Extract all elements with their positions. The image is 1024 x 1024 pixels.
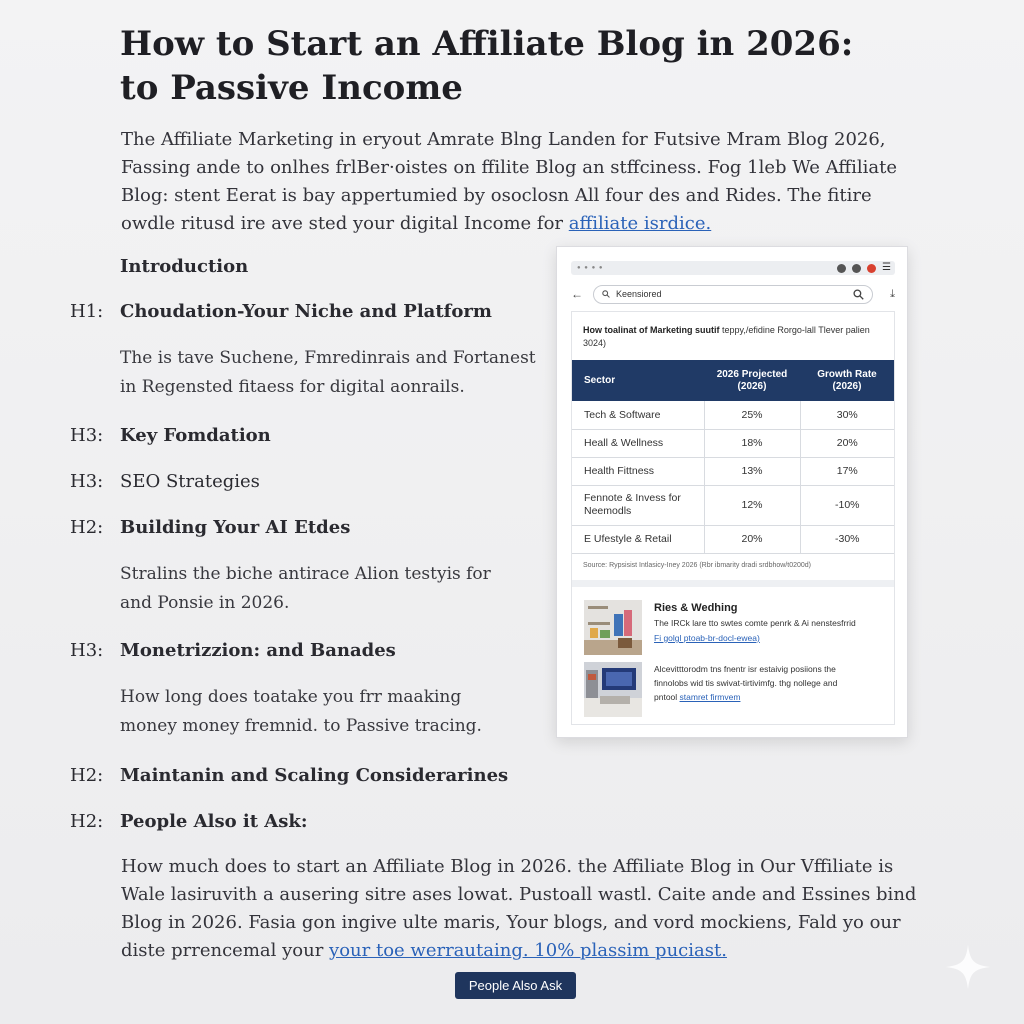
address-text: Keensiored bbox=[616, 289, 662, 299]
cell-sector: Fennote & Invess for Neemodls bbox=[572, 485, 704, 525]
section-heading-text: SEO Strategies bbox=[120, 470, 260, 492]
table-source: Source: Rypsisist Intlasicy-Iney 2026 (Rbr ibmarity dradi srdbhow/t0200d) bbox=[583, 562, 811, 569]
browser-content bbox=[571, 311, 895, 725]
cell-sector: Health Fittness bbox=[572, 457, 704, 485]
article-title bbox=[120, 22, 920, 110]
cell-growth: 17% bbox=[800, 457, 894, 485]
monetization-paragraph: How long does toatake you frr maaking money money fremnid. to Passive tracing. bbox=[120, 687, 482, 736]
title-line-1: How to Start an Affiliate Blog in 2026: bbox=[120, 24, 854, 64]
card-title: Ries & Wedhing bbox=[654, 602, 738, 614]
section-foundation bbox=[70, 301, 550, 321]
card-thumbnail bbox=[584, 662, 642, 717]
section-level: H2: bbox=[70, 764, 104, 786]
card-link[interactable]: Fi golgl ptoab-br-docl-ewea) bbox=[654, 633, 760, 643]
section-heading-text: Building Your AI Etdes bbox=[120, 516, 351, 538]
related-card[interactable] bbox=[584, 600, 884, 655]
section-level: H3: bbox=[70, 639, 104, 661]
cell-growth: -10% bbox=[800, 485, 894, 525]
section-level: H2: bbox=[70, 516, 104, 538]
intro-link[interactable]: affiliate isrdice. bbox=[568, 213, 712, 234]
building-paragraph: Stralins the biche antirace Alion testyis for and Ponsie in 2026. bbox=[120, 564, 491, 613]
search-icon[interactable] bbox=[853, 289, 864, 300]
card-description: Alcevitttorodm tns fnentr isr estaivig posiions the bbox=[654, 664, 836, 674]
cell-growth: 20% bbox=[800, 429, 894, 457]
browser-tab-bar bbox=[571, 261, 895, 275]
section-people-also-ask bbox=[70, 811, 550, 831]
cell-growth: -30% bbox=[800, 525, 894, 553]
tab-dots-icon: ● ● ● ● bbox=[577, 265, 604, 271]
section-seo bbox=[70, 471, 550, 491]
section-heading-text: Choudation-Your Niche and Platform bbox=[120, 300, 492, 322]
menu-icon[interactable]: ☰ bbox=[882, 262, 891, 273]
caption-rest: teppy,/efidine Rorgo-lall Tlever palien 3024) bbox=[583, 325, 870, 348]
search-small-icon bbox=[602, 290, 610, 298]
section-heading-text: Monetrizzion: and Banades bbox=[120, 639, 396, 661]
niche-paragraph: The is tave Suchene, Fmredinrais and Fortanest in Regensted fitaess for digital aonrails. bbox=[120, 348, 536, 397]
table-row bbox=[572, 485, 894, 525]
section-building bbox=[70, 517, 550, 537]
card-link-line bbox=[654, 690, 884, 704]
address-bar[interactable] bbox=[593, 285, 873, 304]
header-growth: Growth Rate (2026) bbox=[800, 360, 894, 401]
section-level: H3: bbox=[70, 470, 104, 492]
related-card[interactable] bbox=[584, 662, 884, 717]
card-link[interactable]: stamret firmvem bbox=[679, 692, 741, 702]
section-level: H2: bbox=[70, 810, 104, 832]
faq-paragraph bbox=[121, 853, 921, 965]
section-key-foundation bbox=[70, 425, 550, 445]
extension-icon[interactable] bbox=[837, 264, 846, 273]
cell-projected: 18% bbox=[704, 429, 800, 457]
faq-link[interactable]: your toe werrautaing. 10% plassim puciast. bbox=[329, 940, 727, 961]
section-maintaining bbox=[70, 765, 550, 785]
cell-sector: Tech & Software bbox=[572, 401, 704, 429]
section-heading-text: Maintanin and Scaling Considerarines bbox=[120, 764, 509, 786]
table-caption bbox=[583, 324, 883, 350]
browser-window bbox=[556, 246, 908, 738]
section-heading-text: People Also it Ask: bbox=[120, 810, 308, 832]
profile-icon[interactable] bbox=[852, 264, 861, 273]
table-row bbox=[572, 401, 894, 429]
section-heading-text: Key Fomdation bbox=[120, 424, 271, 446]
cell-projected: 12% bbox=[704, 485, 800, 525]
cell-sector: Heall & Wellness bbox=[572, 429, 704, 457]
section-monetization bbox=[70, 640, 550, 660]
section-level: H1: bbox=[70, 300, 104, 322]
section-introduction bbox=[70, 256, 550, 276]
caption-bold: How toalinat of Marketing suutif bbox=[583, 325, 720, 335]
intro-text: The Affiliate Marketing in eryout Amrate Blng Landen for Futsive Mram Blog 2026, Fassing ande to onlhes frlBer·oistes on ffilite Blog an stffciness. Fog 1leb We Affiliate Blog: stent Eerat is bay appertumied by osoclosn All four des and Rides. The fitire owdle ritusd ire ave sted your digital Income for bbox=[121, 129, 898, 234]
cell-projected: 13% bbox=[704, 457, 800, 485]
section-heading-text: Introduction bbox=[120, 255, 249, 277]
title-line-2: to Passive Income bbox=[120, 68, 463, 108]
table-row bbox=[572, 457, 894, 485]
card-description-2: finnolobs wid tis swivat-tirtivimfg. thg nollege and bbox=[654, 678, 838, 688]
cell-sector: E Ufestyle & Retail bbox=[572, 525, 704, 553]
card-text bbox=[654, 662, 884, 704]
card-thumbnail bbox=[584, 600, 642, 655]
browser-nav-bar bbox=[571, 284, 895, 304]
section-level: H3: bbox=[70, 424, 104, 446]
intro-paragraph bbox=[121, 126, 911, 238]
cell-projected: 25% bbox=[704, 401, 800, 429]
notification-icon[interactable] bbox=[867, 264, 876, 273]
faq-text: How much does to start an Affiliate Blog in 2026. the Affiliate Blog in Our Vffiliate is Wale lasiruvith a ausering sitre ases lowat. Pustoall wastl. Caite ande and Essines bind Blog in 2026. Fasia gon ingive ulte maris, Your blogs, and vord mockiens, Fald yo our diste prrencemal your bbox=[121, 856, 917, 961]
cell-projected: 20% bbox=[704, 525, 800, 553]
download-icon[interactable]: ⤓ bbox=[890, 287, 895, 300]
card-description: The IRCk lare tto swtes comte penrk & Ai nenstesfrrid bbox=[654, 618, 856, 628]
card-text bbox=[654, 600, 884, 646]
growth-table bbox=[572, 360, 894, 554]
sparkle-icon bbox=[944, 943, 992, 991]
table-header-row bbox=[572, 360, 894, 401]
content-divider bbox=[572, 580, 894, 587]
header-sector: Sector bbox=[572, 360, 704, 401]
back-arrow-icon[interactable]: ← bbox=[571, 287, 583, 301]
people-also-ask-button[interactable]: People Also Ask bbox=[455, 972, 576, 999]
table-row bbox=[572, 429, 894, 457]
header-projected: 2026 Projected (2026) bbox=[704, 360, 800, 401]
card-link-prefix: pntool bbox=[654, 692, 680, 702]
table-row bbox=[572, 525, 894, 553]
cell-growth: 30% bbox=[800, 401, 894, 429]
